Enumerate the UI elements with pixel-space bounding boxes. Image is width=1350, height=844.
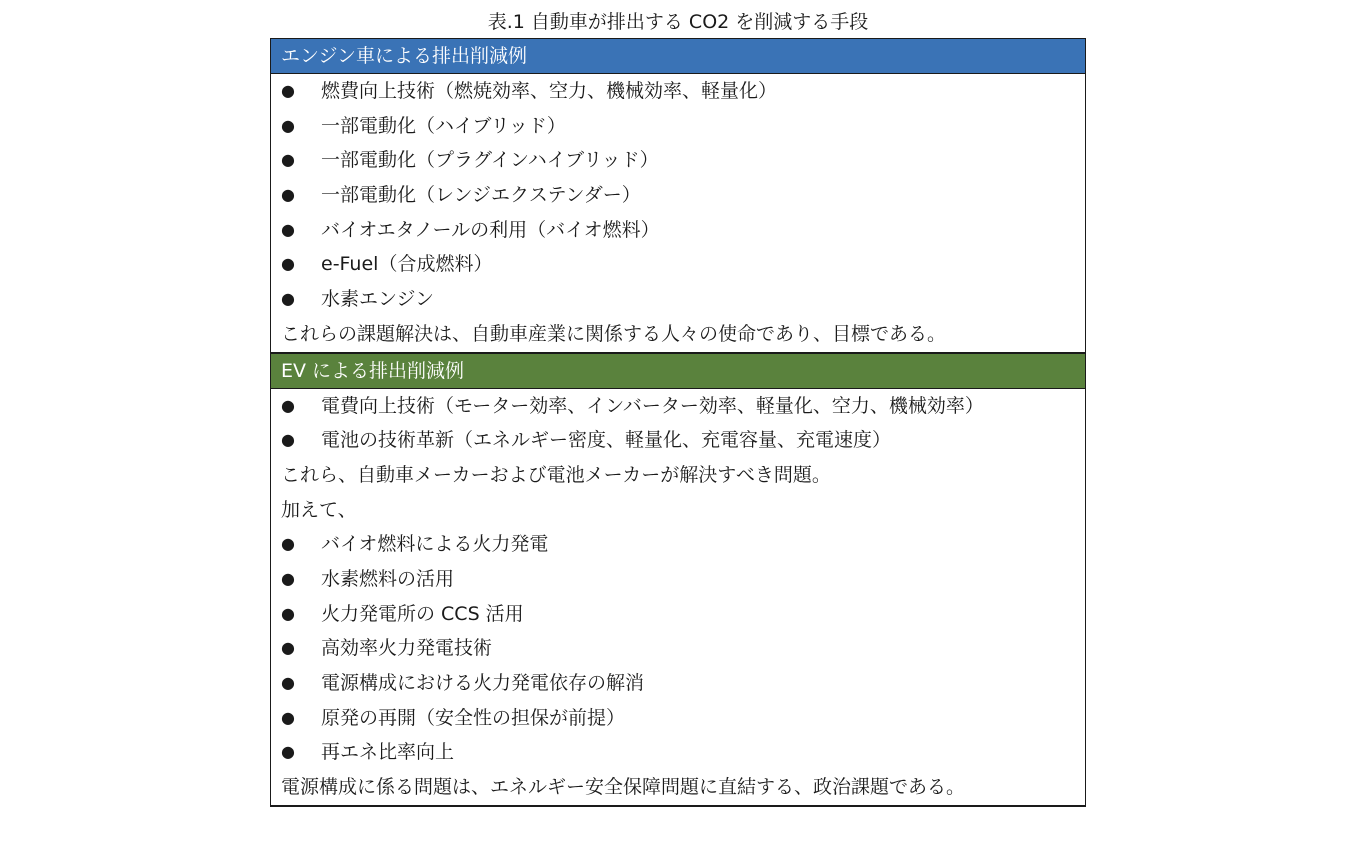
list-item-text: 再エネ比率向上 [321, 741, 455, 764]
list-item-text: 燃費向上技術（燃焼効率、空力、機械効率、軽量化） [321, 80, 778, 102]
list-item [271, 562, 1085, 597]
bullet-icon: ● [281, 219, 295, 239]
list-item-text: バイオ燃料による火力発電 [321, 533, 549, 556]
list-item [271, 735, 1085, 770]
ev-note2: 電源構成に係る問題は、エネルギー安全保障問題に直結する、政治課題である。 [281, 776, 966, 799]
bullet-icon: ● [281, 254, 295, 274]
bullet-icon: ● [281, 534, 295, 554]
list-item-text: 電池の技術革新（エネルギー密度、軽量化、充電容量、充電速度） [321, 429, 892, 452]
list-item [271, 389, 1085, 424]
list-item [271, 701, 1085, 736]
list-item [271, 597, 1085, 632]
list-item [271, 74, 1085, 109]
bullet-icon: ● [281, 430, 295, 450]
engine-section-header: エンジン車による排出削減例 [271, 39, 1085, 74]
list-item [271, 178, 1085, 213]
list-item-text: 火力発電所の CCS 活用 [321, 602, 524, 625]
ev-section-additional [271, 527, 1085, 770]
list-item-text: 高効率火力発電技術 [321, 637, 493, 660]
bullet-icon: ● [281, 638, 295, 658]
bullet-icon: ● [281, 707, 295, 727]
engine-section [271, 74, 1085, 317]
bullet-icon: ● [281, 673, 295, 692]
ev-section-header: EV による排出削減例 [271, 352, 1085, 389]
bullet-icon: ● [281, 185, 295, 205]
list-item [271, 109, 1085, 144]
list-item [271, 666, 1085, 701]
bullet-icon: ● [281, 150, 295, 170]
ev-addition: 加えて、 [281, 498, 357, 521]
list-item-text: 一部電動化（プラグインハイブリッド） [321, 149, 659, 172]
bullet-icon: ● [281, 603, 295, 623]
list-item [271, 527, 1085, 562]
bullet-icon: ● [281, 289, 295, 309]
list-item-text: 電源構成における火力発電依存の解消 [321, 672, 645, 694]
list-item [271, 247, 1085, 282]
bullet-icon: ● [281, 115, 295, 135]
bullet-icon: ● [281, 742, 295, 762]
list-item-text: 原発の再開（安全性の担保が前提） [321, 706, 626, 729]
list-item-text: 水素エンジン [321, 288, 435, 311]
engine-note: これらの課題解決は、自動車産業に関係する人々の使命であり、目標である。 [281, 322, 947, 345]
list-item-text: e-Fuel（合成燃料） [321, 253, 493, 276]
list-item [271, 631, 1085, 666]
list-item-text: バイオエタノールの利用（バイオ燃料） [321, 218, 660, 241]
bullet-icon: ● [281, 81, 295, 100]
list-item-text: 一部電動化（レンジエクステンダー） [321, 184, 641, 207]
list-item-text: 水素燃料の活用 [321, 567, 455, 590]
list-item [271, 143, 1085, 178]
bullet-icon: ● [281, 568, 295, 588]
list-item-text: 一部電動化（ハイブリッド） [321, 114, 566, 137]
ev-note: これら、自動車メーカーおよび電池メーカーが解決すべき問題。 [281, 463, 831, 486]
list-item [271, 213, 1085, 248]
table-caption: 表.1 自動車が排出する CO2 を削減する手段 [487, 11, 869, 33]
list-item [271, 282, 1085, 317]
ev-section [271, 389, 1085, 458]
co2-reduction-table [270, 38, 1086, 807]
list-item-text: 電費向上技術（モーター効率、インバーター効率、軽量化、空力、機械効率） [321, 394, 984, 417]
list-item [271, 423, 1085, 458]
bullet-icon: ● [281, 395, 295, 415]
